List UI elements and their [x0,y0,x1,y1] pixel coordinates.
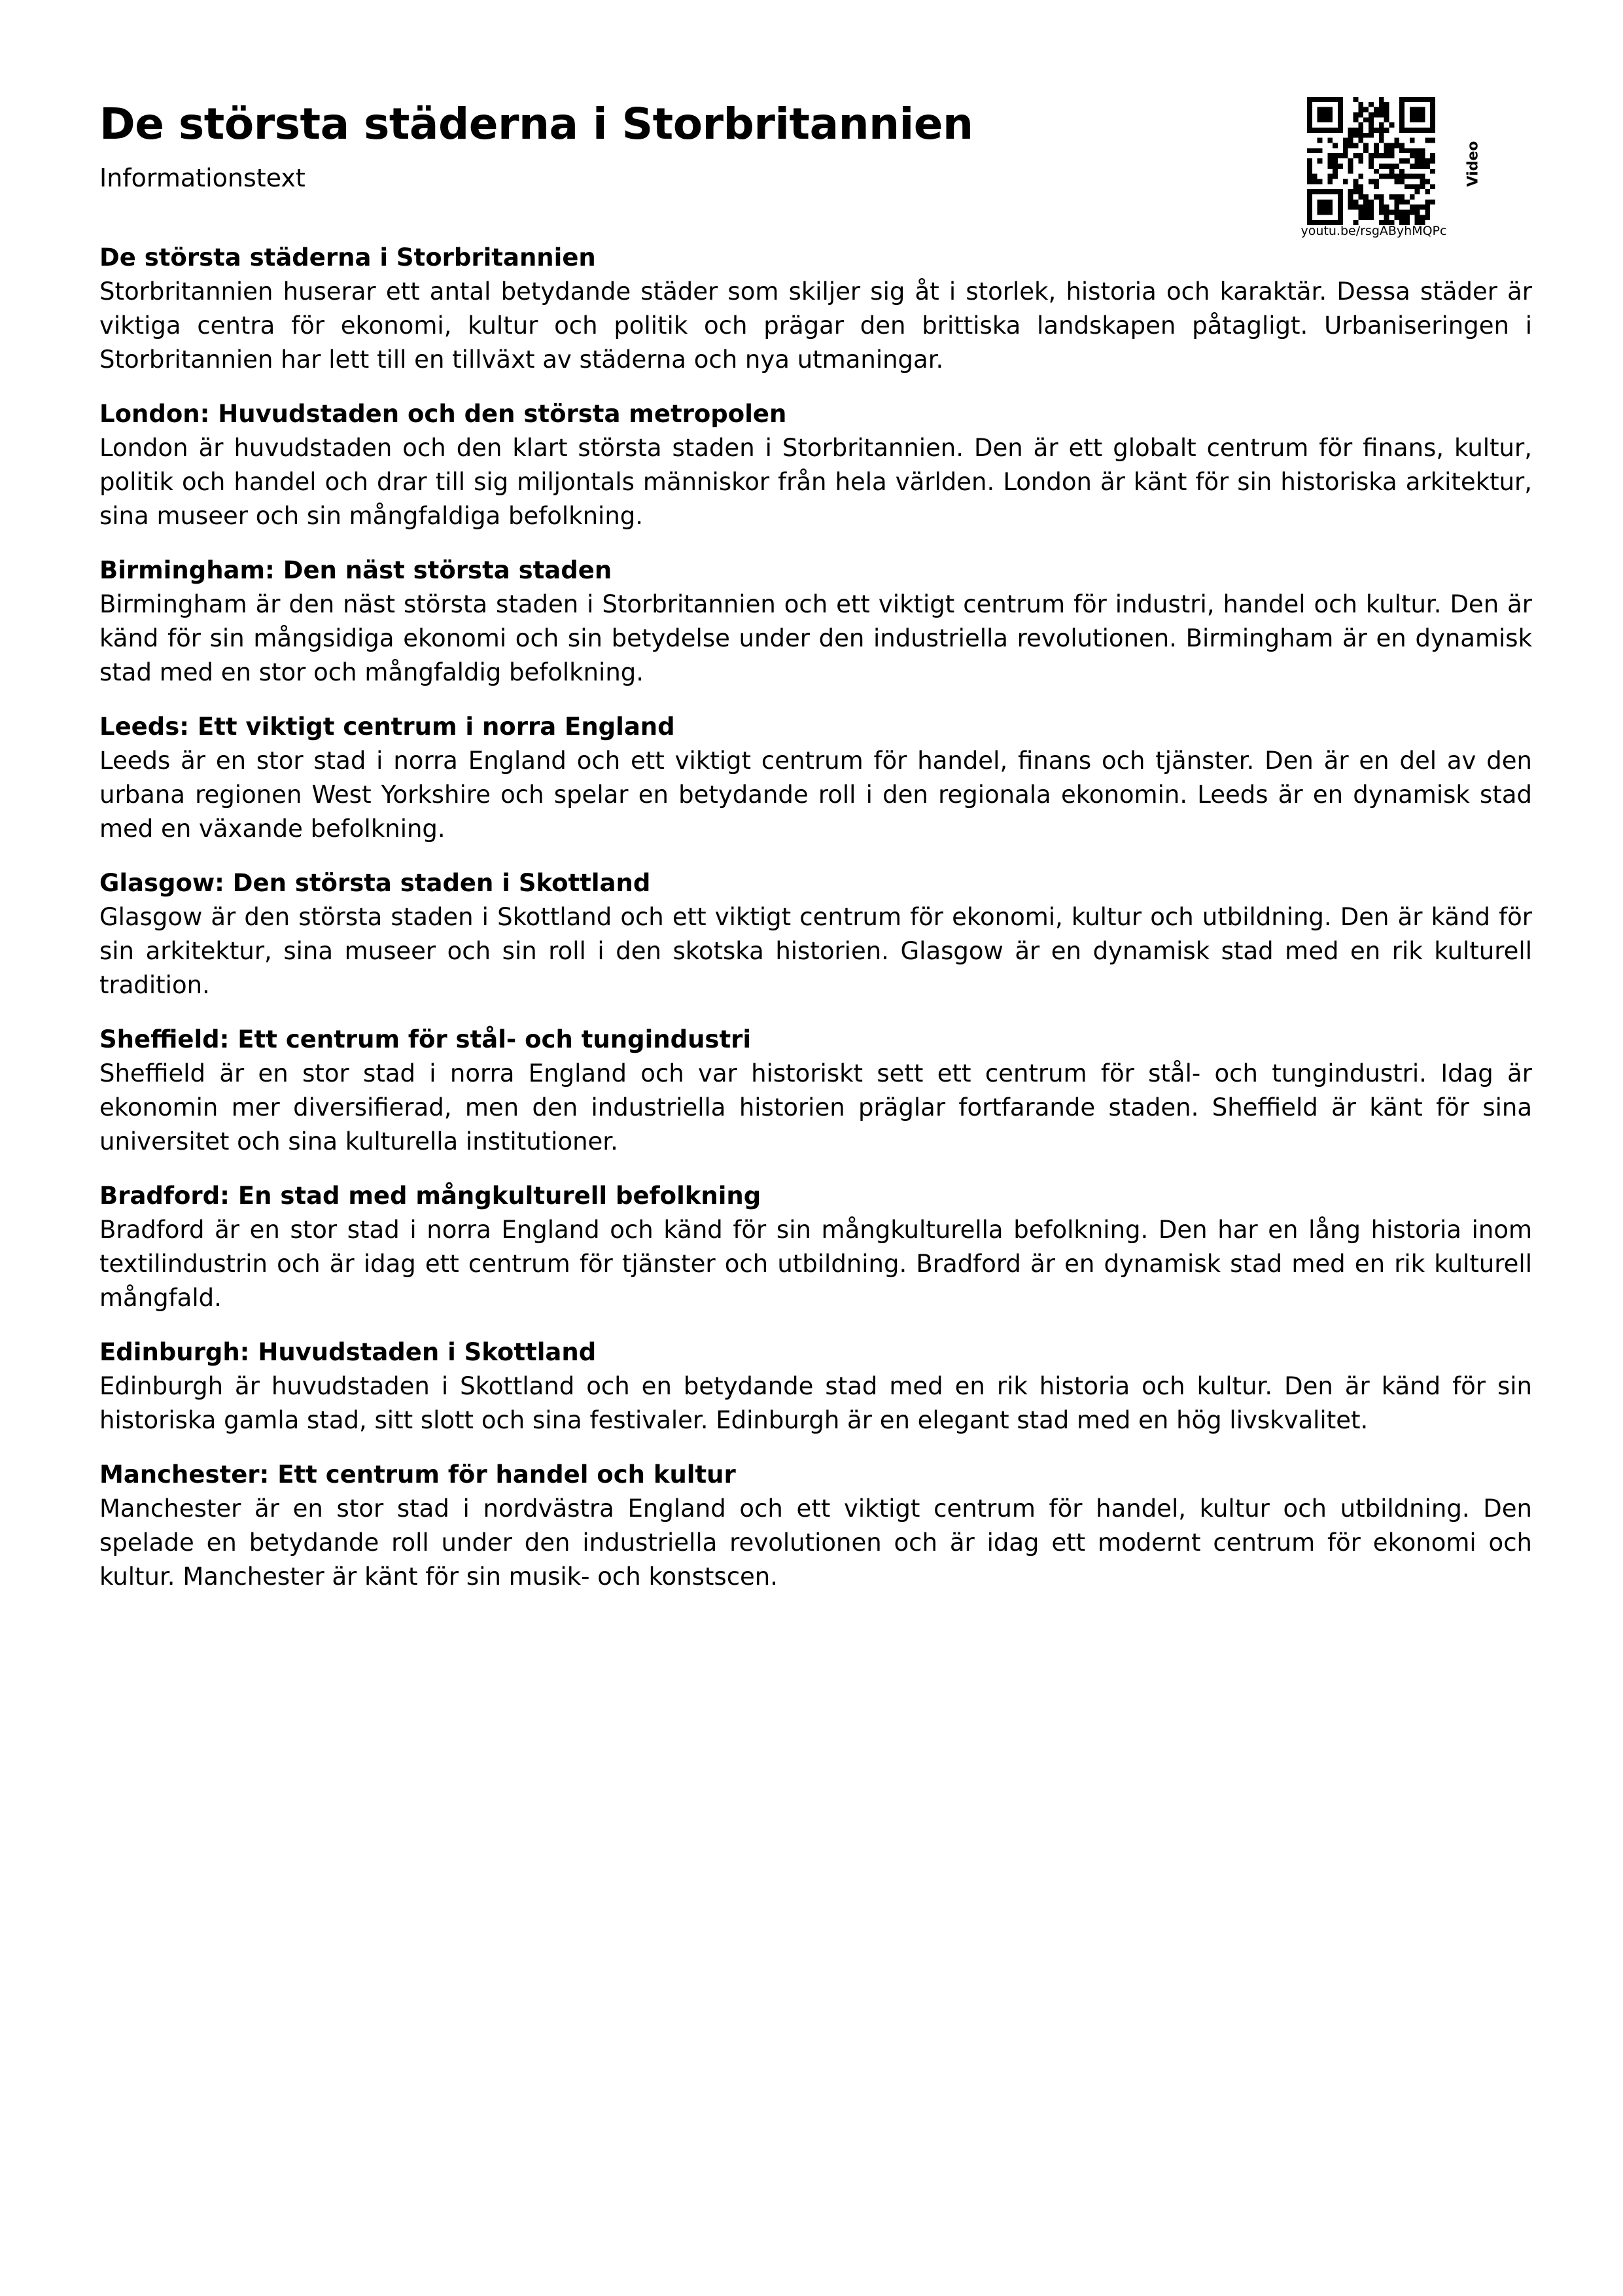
qr-video-label: Video [1465,141,1482,187]
section-heading: London: Huvudstaden och den största metropolen [99,400,787,428]
section-manchester [99,1458,1532,1594]
section-paragraph: Bradford är en stor stad i norra England och känd för sin mångkulturella befolkning. Den har en lång historia inom textilindustrin och är idag ett centrum för tjänster och utbildning. Bradford är en dynamisk stad med en rik kulturell mångfald. [99,1216,1532,1312]
section-heading: De största städerna i Storbritannien [99,243,596,272]
section-heading: Sheffield: Ett centrum för stål- och tungindustri [99,1025,752,1053]
page-title: De största städerna i Storbritannien [99,99,973,149]
section-paragraph: Leeds är en stor stad i norra England och ett viktigt centrum för handel, finans och tjänster. Den är en del av den urbana regionen West Yorkshire och spelar en betydande roll i den regionala ekonomin. Leeds är en dynamisk stad med en växande befolkning. [99,747,1532,843]
qr-block[interactable] [1295,97,1482,241]
qr-code-icon[interactable] [1307,97,1435,225]
qr-link-url[interactable]: youtu.be/rsgAByhMQPc [1300,224,1447,238]
section-heading: Manchester: Ett centrum för handel och kultur [99,1460,736,1489]
section-intro [99,241,1532,377]
section-heading: Birmingham: Den näst största staden [99,556,612,584]
section-paragraph: Edinburgh är huvudstaden i Skottland och en betydande stad med en rik historia och kultur. Den är känd för sin historiska gamla stad, sitt slott och sina festivaler. Edinburgh är en elegant stad med en hög livskvalitet. [99,1372,1532,1434]
section-paragraph: Birmingham är den näst största staden i Storbritannien och ett viktigt centrum för industri, handel och kultur. Den är känd för sin mångsidiga ekonomi och sin betydelse under den industriella revolutionen. Birmingham är en dynamisk stad med en stor och mångfaldig befolkning. [99,590,1532,686]
section-heading: Edinburgh: Huvudstaden i Skottland [99,1338,597,1366]
section-heading: Leeds: Ett viktigt centrum i norra England [99,713,675,741]
section-glasgow [99,866,1532,1002]
page-subtitle: Informationstext [99,164,305,192]
section-birmingham [99,554,1532,690]
section-sheffield [99,1023,1532,1159]
section-leeds [99,710,1532,846]
document-body [99,241,1532,1614]
section-paragraph: Storbritannien huserar ett antal betydande städer som skiljer sig åt i storlek, historia och karaktär. Dessa städer är viktiga centra för ekonomi, kultur och politik och prägar den brittiska landskapen påtagligt. Urbaniseringen i Storbritannien har lett till en tillväxt av städerna och nya utmaningar. [99,277,1532,374]
section-paragraph: Manchester är en stor stad i nordvästra England och ett viktigt centrum för handel, kultur och utbildning. Den spelade en betydande roll under den industriella revolutionen och är idag ett modernt centrum för ekonomi och kultur. Manchester är känt för sin musik- och konstscen. [99,1494,1532,1591]
section-heading: Glasgow: Den största staden i Skottland [99,869,651,897]
section-paragraph: Glasgow är den största staden i Skottland och ett viktigt centrum för ekonomi, kultur och utbildning. Den är känd för sin arkitektur, sina museer och sin roll i den skotska historien. Glasgow är en dynamisk stad med en rik kulturell tradition. [99,903,1532,999]
section-london [99,397,1532,533]
section-paragraph: London är huvudstaden och den klart största staden i Storbritannien. Den är ett globalt centrum för finans, kultur, politik och handel och drar till sig miljontals människor från hela världen. London är känt för sin historiska arkitektur, sina museer och sin mångfaldiga befolkning. [99,434,1532,530]
section-bradford [99,1179,1532,1315]
section-paragraph: Sheffield är en stor stad i norra England och var historiskt sett ett centrum för stål- och tungindustri. Idag är ekonomin mer diversifierad, men den industriella historien präglar fortfarande staden. Sheffield är känt för sina universitet och sina kulturella institutioner. [99,1059,1532,1156]
section-edinburgh [99,1335,1532,1438]
section-heading: Bradford: En stad med mångkulturell befolkning [99,1182,761,1210]
